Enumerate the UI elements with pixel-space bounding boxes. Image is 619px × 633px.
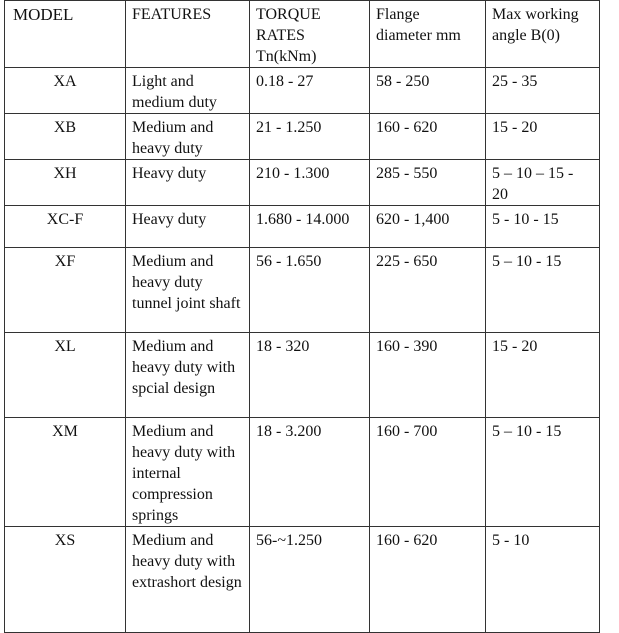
- header-angle-line: Max working: [492, 6, 579, 23]
- header-angle: [486, 1, 600, 68]
- table-row: [5, 333, 600, 418]
- flange-cell: 160 - 390: [370, 333, 486, 418]
- features-cell: Heavy duty: [126, 206, 250, 248]
- flange-cell: 160 - 620: [370, 527, 486, 633]
- table-row: [5, 160, 600, 206]
- table-row: [5, 114, 600, 160]
- header-features: FEATURES: [126, 1, 250, 68]
- table-row: [5, 206, 600, 248]
- torque-cell: 56-~1.250: [250, 527, 370, 633]
- flange-cell: 160 - 620: [370, 114, 486, 160]
- header-flange-line: Flange: [376, 6, 420, 23]
- features-cell: Heavy duty: [126, 160, 250, 206]
- angle-cell: 5 - 10 - 15: [486, 206, 600, 248]
- angle-cell: 5 – 10 - 15: [486, 248, 600, 333]
- table-row: [5, 418, 600, 527]
- torque-cell: 1.680 - 14.000: [250, 206, 370, 248]
- model-cell: XB: [5, 114, 126, 160]
- table-row: [5, 68, 600, 114]
- features-cell: Medium and heavy duty with internal compression springs: [126, 418, 250, 527]
- header-model: MODEL: [5, 1, 126, 68]
- flange-cell: 285 - 550: [370, 160, 486, 206]
- header-angle-line: angle B(0): [492, 27, 560, 44]
- features-cell: Medium and heavy duty with spcial design: [126, 333, 250, 418]
- model-cell: XC-F: [5, 206, 126, 248]
- model-cell: XS: [5, 527, 126, 633]
- header-torque-line: RATES: [256, 27, 305, 44]
- angle-cell: 15 - 20: [486, 333, 600, 418]
- model-cell: XA: [5, 68, 126, 114]
- torque-cell: 21 - 1.250: [250, 114, 370, 160]
- header-torque-line: Tn(kNm): [256, 48, 317, 65]
- specification-table: [4, 0, 600, 633]
- model-cell: XL: [5, 333, 126, 418]
- angle-cell: 15 - 20: [486, 114, 600, 160]
- torque-cell: 0.18 - 27: [250, 68, 370, 114]
- table-header-row: [5, 1, 600, 68]
- angle-cell: 5 - 10: [486, 527, 600, 633]
- features-cell: Medium and heavy duty: [126, 114, 250, 160]
- features-cell: Medium and heavy duty tunnel joint shaft: [126, 248, 250, 333]
- features-cell: Light and medium duty: [126, 68, 250, 114]
- header-flange-line: diameter mm: [376, 27, 461, 44]
- header-torque: [250, 1, 370, 68]
- header-torque-line: TORQUE: [256, 6, 321, 23]
- table-row: [5, 248, 600, 333]
- torque-cell: 18 - 320: [250, 333, 370, 418]
- features-cell: Medium and heavy duty with extrashort design: [126, 527, 250, 633]
- angle-cell: 25 - 35: [486, 68, 600, 114]
- flange-cell: 620 - 1,400: [370, 206, 486, 248]
- torque-cell: 56 - 1.650: [250, 248, 370, 333]
- model-cell: XF: [5, 248, 126, 333]
- header-flange: [370, 1, 486, 68]
- model-cell: XH: [5, 160, 126, 206]
- angle-cell: 5 – 10 - 15: [486, 418, 600, 527]
- flange-cell: 225 - 650: [370, 248, 486, 333]
- table-row: [5, 527, 600, 633]
- torque-cell: 18 - 3.200: [250, 418, 370, 527]
- flange-cell: 160 - 700: [370, 418, 486, 527]
- flange-cell: 58 - 250: [370, 68, 486, 114]
- model-cell: XM: [5, 418, 126, 527]
- angle-cell: 5 – 10 – 15 - 20: [486, 160, 600, 206]
- torque-cell: 210 - 1.300: [250, 160, 370, 206]
